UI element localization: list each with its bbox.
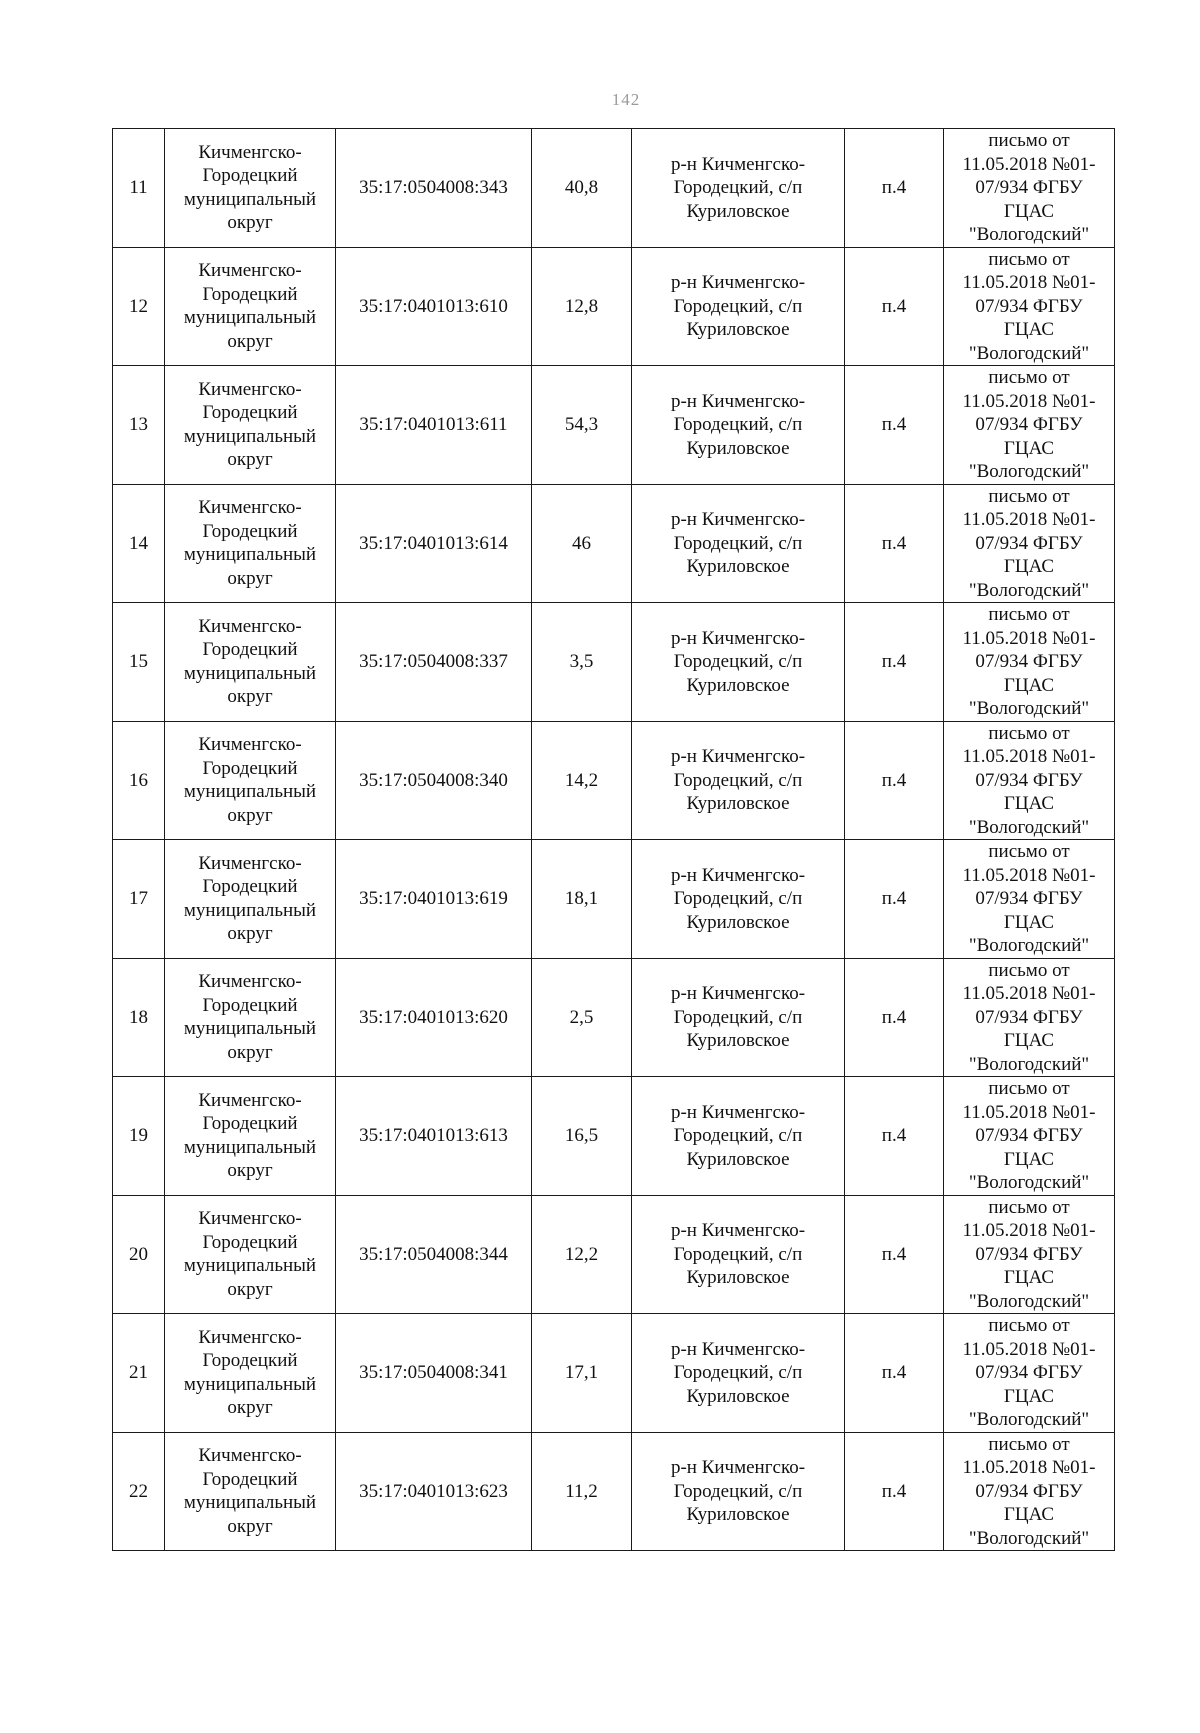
table-row — [113, 366, 1115, 485]
location-cell — [632, 603, 845, 722]
location-cell-line: Куриловское — [686, 1385, 790, 1407]
basis-cell-line: "Вологодский" — [968, 1290, 1090, 1312]
basis-cell-line: ГЦАС — [1003, 1148, 1055, 1170]
district-cell-line: округ — [227, 212, 273, 234]
location-cell-line: Куриловское — [686, 674, 790, 696]
district-cell-line: муниципальный — [183, 544, 317, 566]
district-cell — [165, 958, 336, 1077]
district-cell-line: Кичменгско- — [198, 1326, 302, 1348]
location-cell-line: р-н Кичменгско- — [670, 627, 806, 649]
cadastral-number-cell: 35:17:0401013:623 — [336, 1432, 532, 1551]
basis-cell-line: письмо от — [988, 485, 1070, 507]
basis-cell-line: письмо от — [988, 130, 1070, 151]
location-cell — [632, 366, 845, 485]
land-plots-table — [112, 128, 1115, 1551]
district-cell — [165, 1077, 336, 1196]
district-cell-line: Кичменгско- — [198, 734, 302, 756]
location-cell-line: Куриловское — [686, 793, 790, 814]
location-cell-line: Куриловское — [686, 1267, 790, 1288]
location-cell-line: Куриловское — [686, 911, 790, 933]
location-cell-line: р-н Кичменгско- — [670, 1101, 806, 1123]
row-number-cell: 11 — [113, 129, 165, 248]
district-cell — [165, 1314, 336, 1433]
basis-cell-line: "Вологодский" — [968, 1409, 1090, 1430]
basis-cell-line: 07/934 ФГБУ — [975, 1006, 1083, 1028]
location-cell-line: Городецкий, с/п — [673, 532, 803, 554]
basis-cell-line: ГЦАС — [1003, 1504, 1055, 1525]
district-cell-line: округ — [227, 1278, 273, 1300]
basis-cell-line: письмо от — [988, 959, 1070, 981]
basis-cell — [944, 958, 1115, 1077]
district-cell-line: Городецкий — [202, 1113, 298, 1135]
table-row — [113, 721, 1115, 840]
location-cell-line: Городецкий, с/п — [673, 414, 803, 435]
location-cell — [632, 1314, 845, 1433]
district-cell-line: муниципальный — [183, 307, 317, 329]
area-cell: 12,8 — [532, 247, 632, 366]
district-cell-line: Городецкий — [202, 520, 298, 542]
location-cell-line: р-н Кичменгско- — [670, 390, 806, 412]
district-cell-line: Городецкий — [202, 1231, 298, 1253]
district-cell-line: муниципальный — [183, 781, 317, 803]
cadastral-number-cell: 35:17:0504008:341 — [336, 1314, 532, 1433]
district-cell-line: Кичменгско- — [198, 141, 302, 163]
cadastral-number-cell: 35:17:0401013:619 — [336, 840, 532, 959]
basis-cell-line: письмо от — [988, 1315, 1070, 1336]
basis-cell-line: "Вологодский" — [968, 1172, 1090, 1193]
row-number-cell: 19 — [113, 1077, 165, 1196]
row-number-cell: 15 — [113, 603, 165, 722]
location-cell-line: р-н Кичменгско- — [670, 1338, 806, 1360]
district-cell-line: муниципальный — [183, 899, 317, 921]
district-cell-line: округ — [227, 330, 273, 352]
clause-cell: п.4 — [845, 366, 944, 485]
area-cell: 2,5 — [532, 958, 632, 1077]
district-cell-line: округ — [227, 1515, 273, 1537]
cadastral-number-cell: 35:17:0401013:620 — [336, 958, 532, 1077]
location-cell-line: Городецкий, с/п — [673, 1006, 803, 1028]
district-cell-line: Кичменгско- — [198, 615, 302, 637]
district-cell-line: муниципальный — [183, 1373, 317, 1395]
table-row — [113, 247, 1115, 366]
location-cell-line: Городецкий, с/п — [673, 1480, 803, 1502]
basis-cell — [944, 603, 1115, 722]
location-cell-line: Куриловское — [686, 556, 790, 577]
clause-cell: п.4 — [845, 1432, 944, 1551]
cadastral-number-cell: 35:17:0504008:343 — [336, 129, 532, 248]
basis-cell-line: 07/934 ФГБУ — [975, 1125, 1083, 1146]
district-cell-line: муниципальный — [183, 1255, 317, 1277]
district-cell-line: муниципальный — [183, 1492, 317, 1514]
row-number-cell: 22 — [113, 1432, 165, 1551]
location-cell-line: Городецкий, с/п — [673, 1362, 803, 1383]
basis-cell-line: 07/934 ФГБУ — [975, 532, 1083, 554]
location-cell — [632, 1077, 845, 1196]
basis-cell — [944, 1314, 1115, 1433]
basis-cell-line: 11.05.2018 №01- — [962, 864, 1096, 886]
location-cell-line: Куриловское — [686, 437, 790, 459]
area-cell: 18,1 — [532, 840, 632, 959]
basis-cell-line: 11.05.2018 №01- — [962, 1220, 1096, 1241]
basis-cell-line: "Вологодский" — [968, 342, 1090, 364]
basis-cell — [944, 366, 1115, 485]
basis-cell-line: "Вологодский" — [968, 224, 1090, 245]
basis-cell — [944, 1195, 1115, 1314]
cadastral-number-cell: 35:17:0504008:337 — [336, 603, 532, 722]
basis-cell-line: ГЦАС — [1003, 674, 1055, 696]
district-cell-line: округ — [227, 1160, 273, 1182]
location-cell-line: Городецкий, с/п — [673, 295, 803, 317]
basis-cell-line: "Вологодский" — [968, 816, 1090, 838]
table-row — [113, 129, 1115, 248]
basis-cell-line: "Вологодский" — [968, 698, 1090, 719]
basis-cell-line: "Вологодский" — [968, 935, 1090, 956]
clause-cell: п.4 — [845, 1195, 944, 1314]
cadastral-number-cell: 35:17:0401013:613 — [336, 1077, 532, 1196]
area-cell: 12,2 — [532, 1195, 632, 1314]
district-cell — [165, 721, 336, 840]
row-number-cell: 12 — [113, 247, 165, 366]
district-cell — [165, 366, 336, 485]
basis-cell-line: ГЦАС — [1003, 200, 1055, 222]
location-cell-line: р-н Кичменгско- — [670, 983, 806, 1004]
location-cell-line: р-н Кичменгско- — [670, 1220, 806, 1241]
basis-cell-line: 07/934 ФГБУ — [975, 651, 1083, 672]
clause-cell: п.4 — [845, 958, 944, 1077]
area-cell: 14,2 — [532, 721, 632, 840]
district-cell-line: муниципальный — [183, 188, 317, 210]
basis-cell — [944, 484, 1115, 603]
cadastral-number-cell: 35:17:0401013:611 — [336, 366, 532, 485]
clause-cell: п.4 — [845, 721, 944, 840]
basis-cell-line: письмо от — [988, 248, 1070, 270]
basis-cell-line: 11.05.2018 №01- — [962, 272, 1096, 293]
row-number-cell: 14 — [113, 484, 165, 603]
location-cell — [632, 484, 845, 603]
basis-cell — [944, 247, 1115, 366]
district-cell — [165, 1195, 336, 1314]
location-cell-line: Городецкий, с/п — [673, 1125, 803, 1146]
district-cell-line: Городецкий — [202, 1350, 298, 1372]
basis-cell-line: 11.05.2018 №01- — [962, 153, 1096, 175]
location-cell-line: р-н Кичменгско- — [670, 272, 806, 293]
district-cell-line: Городецкий — [202, 639, 298, 661]
location-cell-line: р-н Кичменгско- — [670, 1457, 806, 1478]
area-cell: 11,2 — [532, 1432, 632, 1551]
basis-cell — [944, 1432, 1115, 1551]
basis-cell-line: 11.05.2018 №01- — [962, 390, 1096, 412]
district-cell-line: округ — [227, 1041, 273, 1063]
basis-cell-line: 11.05.2018 №01- — [962, 509, 1096, 530]
basis-cell — [944, 840, 1115, 959]
row-number-cell: 18 — [113, 958, 165, 1077]
table-row — [113, 840, 1115, 959]
district-cell-line: округ — [227, 923, 273, 945]
district-cell-line: Кичменгско- — [198, 260, 302, 282]
location-cell-line: Куриловское — [686, 200, 790, 222]
location-cell — [632, 1195, 845, 1314]
location-cell-line: р-н Кичменгско- — [670, 746, 806, 767]
row-number-cell: 13 — [113, 366, 165, 485]
location-cell-line: р-н Кичменгско- — [670, 509, 806, 530]
table-body — [113, 129, 1115, 1551]
cadastral-number-cell: 35:17:0504008:340 — [336, 721, 532, 840]
basis-cell-line: 07/934 ФГБУ — [975, 177, 1083, 198]
basis-cell — [944, 129, 1115, 248]
basis-cell-line: 11.05.2018 №01- — [962, 1101, 1096, 1123]
basis-cell-line: письмо от — [988, 604, 1070, 625]
area-cell: 54,3 — [532, 366, 632, 485]
district-cell-line: Городецкий — [202, 1468, 298, 1490]
district-cell-line: муниципальный — [183, 1136, 317, 1158]
basis-cell-line: "Вологодский" — [968, 579, 1090, 601]
clause-cell: п.4 — [845, 247, 944, 366]
basis-cell-line: 11.05.2018 №01- — [962, 983, 1096, 1004]
basis-cell-line: 11.05.2018 №01- — [962, 1338, 1096, 1360]
page-number: 142 — [611, 90, 641, 109]
location-cell-line: Городецкий, с/п — [673, 888, 803, 909]
basis-cell-line: 11.05.2018 №01- — [962, 1457, 1096, 1478]
location-cell-line: р-н Кичменгско- — [670, 153, 806, 175]
basis-cell-line: ГЦАС — [1003, 1267, 1055, 1288]
district-cell-line: округ — [227, 567, 273, 589]
location-cell-line: Городецкий, с/п — [673, 177, 803, 198]
clause-cell: п.4 — [845, 129, 944, 248]
district-cell-line: Кичменгско- — [198, 1089, 302, 1111]
table-row — [113, 1077, 1115, 1196]
area-cell: 17,1 — [532, 1314, 632, 1433]
location-cell-line: Городецкий, с/п — [673, 651, 803, 672]
location-cell-line: Куриловское — [686, 1504, 790, 1525]
district-cell-line: муниципальный — [183, 425, 317, 447]
district-cell — [165, 840, 336, 959]
district-cell-line: муниципальный — [183, 1018, 317, 1040]
basis-cell — [944, 721, 1115, 840]
basis-cell-line: 11.05.2018 №01- — [962, 627, 1096, 649]
district-cell — [165, 1432, 336, 1551]
area-cell: 3,5 — [532, 603, 632, 722]
table-row — [113, 1432, 1115, 1551]
location-cell — [632, 958, 845, 1077]
basis-cell-line: 11.05.2018 №01- — [962, 746, 1096, 767]
location-cell — [632, 1432, 845, 1551]
clause-cell: п.4 — [845, 484, 944, 603]
location-cell-line: Куриловское — [686, 1148, 790, 1170]
location-cell-line: р-н Кичменгско- — [670, 864, 806, 886]
district-cell-line: округ — [227, 1397, 273, 1419]
district-cell-line: Городецкий — [202, 283, 298, 305]
area-cell: 40,8 — [532, 129, 632, 248]
district-cell-line: округ — [227, 449, 273, 471]
location-cell — [632, 721, 845, 840]
location-cell — [632, 247, 845, 366]
table-row — [113, 1314, 1115, 1433]
district-cell-line: округ — [227, 686, 273, 708]
basis-cell-line: ГЦАС — [1003, 793, 1055, 814]
district-cell-line: Городецкий — [202, 757, 298, 779]
clause-cell: п.4 — [845, 603, 944, 722]
district-cell-line: Кичменгско- — [198, 378, 302, 400]
district-cell — [165, 603, 336, 722]
basis-cell-line: ГЦАС — [1003, 1385, 1055, 1407]
basis-cell-line: письмо от — [988, 841, 1070, 862]
district-cell-line: Кичменгско- — [198, 1445, 302, 1467]
table-row — [113, 484, 1115, 603]
location-cell-line: Городецкий, с/п — [673, 1243, 803, 1265]
location-cell-line: Куриловское — [686, 1030, 790, 1051]
basis-cell-line: 07/934 ФГБУ — [975, 295, 1083, 317]
table-row — [113, 603, 1115, 722]
basis-cell-line: 07/934 ФГБУ — [975, 1480, 1083, 1502]
cadastral-number-cell: 35:17:0504008:344 — [336, 1195, 532, 1314]
basis-cell-line: 07/934 ФГБУ — [975, 1362, 1083, 1383]
district-cell-line: Кичменгско- — [198, 1208, 302, 1230]
clause-cell: п.4 — [845, 840, 944, 959]
basis-cell-line: 07/934 ФГБУ — [975, 414, 1083, 435]
cadastral-number-cell: 35:17:0401013:610 — [336, 247, 532, 366]
location-cell — [632, 840, 845, 959]
area-cell: 46 — [532, 484, 632, 603]
basis-cell-line: ГЦАС — [1003, 1030, 1055, 1051]
district-cell-line: Кичменгско- — [198, 497, 302, 519]
location-cell-line: Городецкий, с/п — [673, 769, 803, 791]
basis-cell-line: ГЦАС — [1003, 556, 1055, 577]
basis-cell-line: письмо от — [988, 367, 1070, 388]
basis-cell-line: письмо от — [988, 1433, 1070, 1455]
row-number-cell: 17 — [113, 840, 165, 959]
basis-cell-line: 07/934 ФГБУ — [975, 1243, 1083, 1265]
district-cell-line: Городецкий — [202, 876, 298, 898]
basis-cell-line: ГЦАС — [1003, 911, 1055, 933]
basis-cell-line: 07/934 ФГБУ — [975, 888, 1083, 909]
row-number-cell: 21 — [113, 1314, 165, 1433]
basis-cell-line: 07/934 ФГБУ — [975, 769, 1083, 791]
area-cell: 16,5 — [532, 1077, 632, 1196]
table-row — [113, 1195, 1115, 1314]
district-cell-line: округ — [227, 804, 273, 826]
row-number-cell: 20 — [113, 1195, 165, 1314]
location-cell — [632, 129, 845, 248]
district-cell-line: Кичменгско- — [198, 852, 302, 874]
basis-cell-line: "Вологодский" — [968, 461, 1090, 482]
cadastral-number-cell: 35:17:0401013:614 — [336, 484, 532, 603]
basis-cell-line: "Вологодский" — [968, 1527, 1090, 1549]
table-row — [113, 958, 1115, 1077]
clause-cell: п.4 — [845, 1314, 944, 1433]
basis-cell-line: ГЦАС — [1003, 437, 1055, 459]
district-cell-line: Городецкий — [202, 994, 298, 1016]
district-cell-line: Городецкий — [202, 165, 298, 187]
basis-cell-line: ГЦАС — [1003, 319, 1055, 340]
district-cell — [165, 484, 336, 603]
basis-cell-line: письмо от — [988, 722, 1070, 744]
district-cell-line: Кичменгско- — [198, 971, 302, 993]
district-cell-line: Городецкий — [202, 402, 298, 424]
basis-cell — [944, 1077, 1115, 1196]
basis-cell-line: письмо от — [988, 1196, 1070, 1218]
row-number-cell: 16 — [113, 721, 165, 840]
district-cell-line: муниципальный — [183, 662, 317, 684]
basis-cell-line: письмо от — [988, 1078, 1070, 1099]
district-cell — [165, 247, 336, 366]
basis-cell-line: "Вологодский" — [968, 1053, 1090, 1075]
district-cell — [165, 129, 336, 248]
clause-cell: п.4 — [845, 1077, 944, 1196]
location-cell-line: Куриловское — [686, 319, 790, 340]
